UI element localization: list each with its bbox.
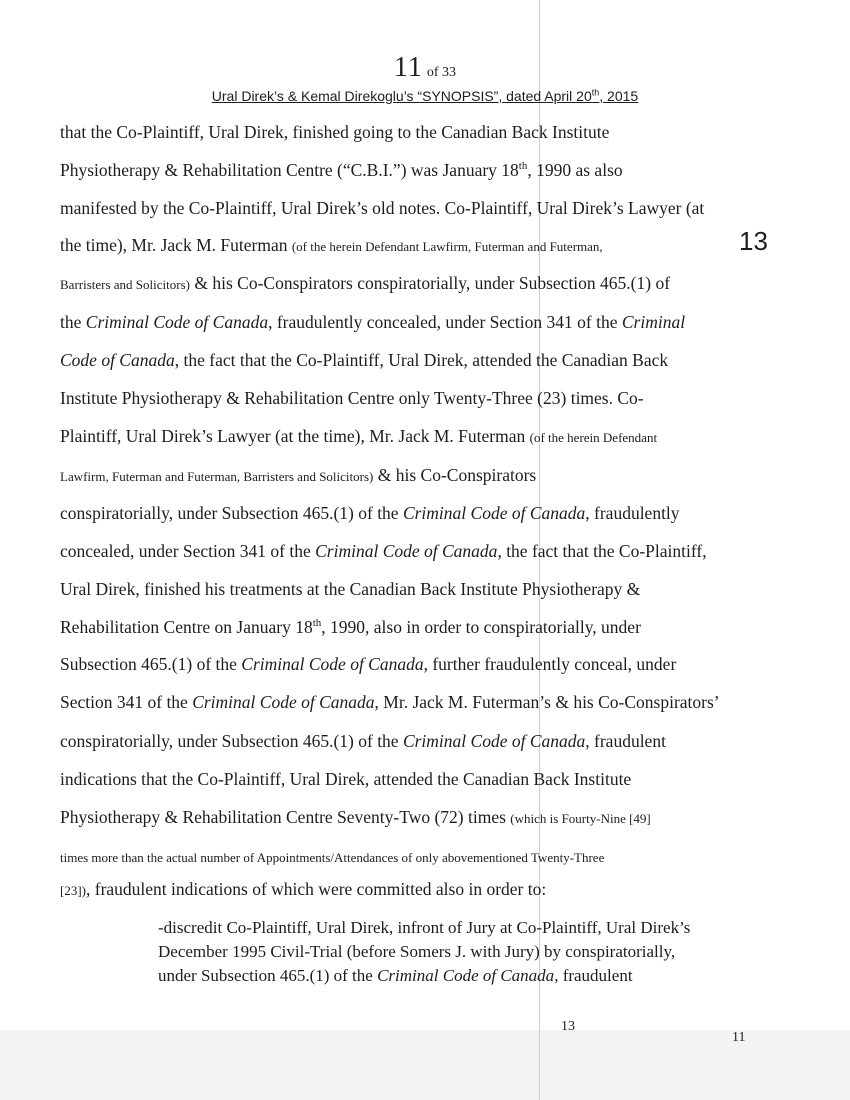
indented-line-3: under Subsection 465.(1) of the Criminal Code of Canada, fraudulent [158,966,633,985]
body-line-5: Barristers and Solicitors) & his Co-Conspirators conspiratorially, under Subsection 465.(1) of [60,273,671,293]
page-number: 11 [393,52,423,83]
body-line-15: Subsection 465.(1) of the Criminal Code of Canada, further fraudulently conceal, under [60,654,677,674]
header-title-end: , 2015 [599,87,639,104]
body-line-9: Plaintiff, Ural Direk’s Lawyer (at the time), Mr. Jack M. Futerman (of the herein Defendant [60,426,658,446]
indented-line-2: December 1995 Civil-Trial (before Somers J. with Jury) by conspiratorially, [158,942,676,961]
footer-stamp-number: 13 [561,1019,575,1034]
body-line-4: the time), Mr. Jack M. Futerman (of the herein Defendant Lawfirm, Futerman and Futerman, [60,235,603,255]
body-line-17: conspiratorially, under Subsection 465.(1) of the Criminal Code of Canada, fraudulent [60,731,666,751]
body-line-20: times more than the actual number of Appointments/Attendances of only abovementioned Twenty-Three [60,850,605,865]
body-line-3: manifested by the Co-Plaintiff, Ural Direk’s old notes. Co-Plaintiff, Ural Direk’s Lawyer (at [60,198,705,218]
page-counter [0,52,850,84]
page-total: of 33 [426,65,457,80]
body-line-21: [23]), fraudulent indications of which were committed also in order to: [60,879,547,899]
body-line-11: conspiratorially, under Subsection 465.(1) of the Criminal Code of Canada, fraudulently [60,503,680,523]
body-line-16: Section 341 of the Criminal Code of Canada, Mr. Jack M. Futerman’s & his Co-Conspirators’ [60,692,720,712]
body-line-18: indications that the Co-Plaintiff, Ural Direk, attended the Canadian Back Institute [60,769,632,789]
body-line-19: Physiotherapy & Rehabilitation Centre Seventy-Two (72) times (which is Fourty-Nine [49] [60,807,651,827]
body-line-13: Ural Direk, finished his treatments at the Canadian Back Institute Physiotherapy & [60,579,641,599]
header-title-sup: th [591,87,600,97]
body-line-7: Code of Canada, the fact that the Co-Plaintiff, Ural Direk, attended the Canadian Back [60,350,669,370]
body-line-10: Lawfirm, Futerman and Futerman, Barristers and Solicitors) & his Co-Conspirators [60,465,537,485]
document-header [0,87,850,104]
indented-line-1: -discredit Co-Plaintiff, Ural Direk, infront of Jury at Co-Plaintiff, Ural Direk’s [158,918,691,937]
margin-number: 13 [739,226,768,256]
body-line-8: Institute Physiotherapy & Rehabilitation Centre only Twenty-Three (23) times. Co- [60,388,644,408]
body-line-1: that the Co-Plaintiff, Ural Direk, finished going to the Canadian Back Institute [60,122,610,142]
body-line-6: the Criminal Code of Canada, fraudulently concealed, under Section 341 of the Criminal [60,312,686,332]
footer-page-number: 11 [732,1030,746,1045]
body-line-2: Physiotherapy & Rehabilitation Centre (“C.B.I.”) was January 18th, 1990 as also [60,160,623,180]
body-line-14: Rehabilitation Centre on January 18th, 1990, also in order to conspiratorially, under [60,617,641,637]
body-line-12: concealed, under Section 341 of the Criminal Code of Canada, the fact that the Co-Plaintiff, [60,541,707,561]
header-title: Ural Direk’s & Kemal Direkoglu’s “SYNOPSIS”, dated April 20 [211,87,592,104]
